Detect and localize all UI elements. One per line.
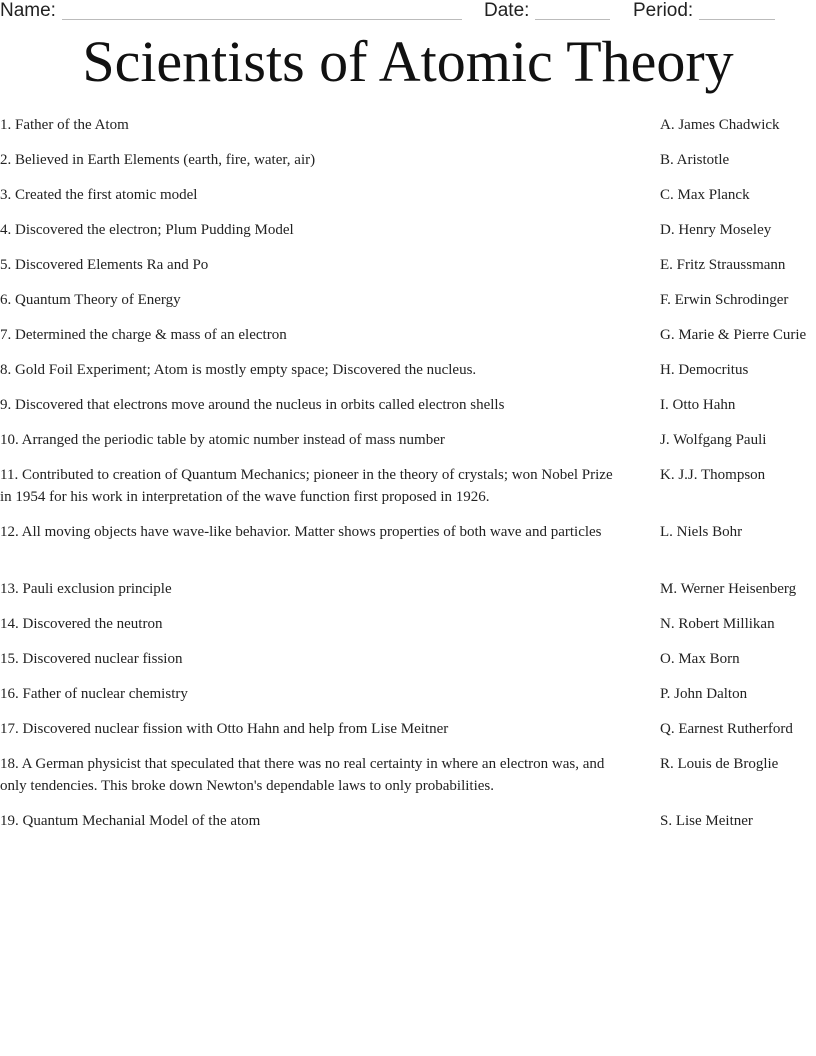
- answer-item: S. Lise Meitner: [660, 813, 753, 829]
- answer-item: Q. Earnest Rutherford: [660, 721, 793, 737]
- date-blank[interactable]: [535, 19, 610, 20]
- answer-item: M. Werner Heisenberg: [660, 581, 797, 597]
- answer-item: H. Democritus: [660, 362, 749, 378]
- answer-item: O. Max Born: [660, 651, 740, 667]
- question-item: 3. Created the first atomic model: [0, 187, 198, 203]
- page-title: Scientists of Atomic Theory: [82, 29, 734, 94]
- name-label: Name:: [0, 0, 56, 21]
- answers-column: [660, 114, 816, 845]
- question-item: 13. Pauli exclusion principle: [0, 581, 172, 597]
- answer-item: K. J.J. Thompson: [660, 467, 766, 483]
- answer-item: C. Max Planck: [660, 187, 750, 203]
- question-item: 14. Discovered the neutron: [0, 616, 163, 632]
- period-blank[interactable]: [699, 19, 775, 20]
- question-item: 9. Discovered that electrons move around the nucleus in orbits called electron shells: [0, 397, 505, 413]
- answer-item: I. Otto Hahn: [660, 397, 736, 413]
- answer-item: G. Marie & Pierre Curie: [660, 327, 807, 343]
- questions-column: [0, 114, 625, 845]
- period-label: Period:: [633, 0, 694, 21]
- answer-item: R. Louis de Broglie: [660, 756, 779, 772]
- answer-item: E. Fritz Straussmann: [660, 257, 786, 273]
- answer-item: P. John Dalton: [660, 686, 748, 702]
- question-item: 11. Contributed to creation of Quantum Mechanics; pioneer in the theory of crystals; won Nobel Prize in 1954 for his work in interpretation of the wave function first proposed in 1926.: [0, 467, 613, 505]
- question-item: 18. A German physicist that speculated that there was no real certainty in where an electron was, and only tendencies. This broke down Newton's dependable laws to only probabilities.: [0, 756, 605, 794]
- question-item: 5. Discovered Elements Ra and Po: [0, 257, 209, 273]
- question-item: 12. All moving objects have wave-like behavior. Matter shows properties of both wave and particles: [0, 524, 602, 540]
- answer-item: B. Aristotle: [660, 152, 730, 168]
- worksheet-header: [0, 0, 816, 24]
- question-item: 19. Quantum Mechanial Model of the atom: [0, 813, 261, 829]
- name-blank[interactable]: [62, 19, 462, 20]
- date-label: Date:: [484, 0, 530, 21]
- answer-item: L. Niels Bohr: [660, 524, 743, 540]
- question-item: 16. Father of nuclear chemistry: [0, 686, 188, 702]
- question-item: 8. Gold Foil Experiment; Atom is mostly empty space; Discovered the nucleus.: [0, 362, 477, 378]
- question-item: 4. Discovered the electron; Plum Pudding Model: [0, 222, 294, 238]
- question-item: 15. Discovered nuclear fission: [0, 651, 183, 667]
- question-item: 1. Father of the Atom: [0, 117, 129, 133]
- answer-item: D. Henry Moseley: [660, 222, 772, 238]
- question-item: 7. Determined the charge & mass of an electron: [0, 327, 287, 343]
- answer-item: F. Erwin Schrodinger: [660, 292, 789, 308]
- answer-item: J. Wolfgang Pauli: [660, 432, 767, 448]
- question-item: 2. Believed in Earth Elements (earth, fire, water, air): [0, 152, 316, 168]
- question-item: 6. Quantum Theory of Energy: [0, 292, 181, 308]
- question-item: 17. Discovered nuclear fission with Otto Hahn and help from Lise Meitner: [0, 721, 449, 737]
- answer-item: N. Robert Millikan: [660, 616, 775, 632]
- answer-item: A. James Chadwick: [660, 117, 780, 133]
- question-item: 10. Arranged the periodic table by atomic number instead of mass number: [0, 432, 445, 448]
